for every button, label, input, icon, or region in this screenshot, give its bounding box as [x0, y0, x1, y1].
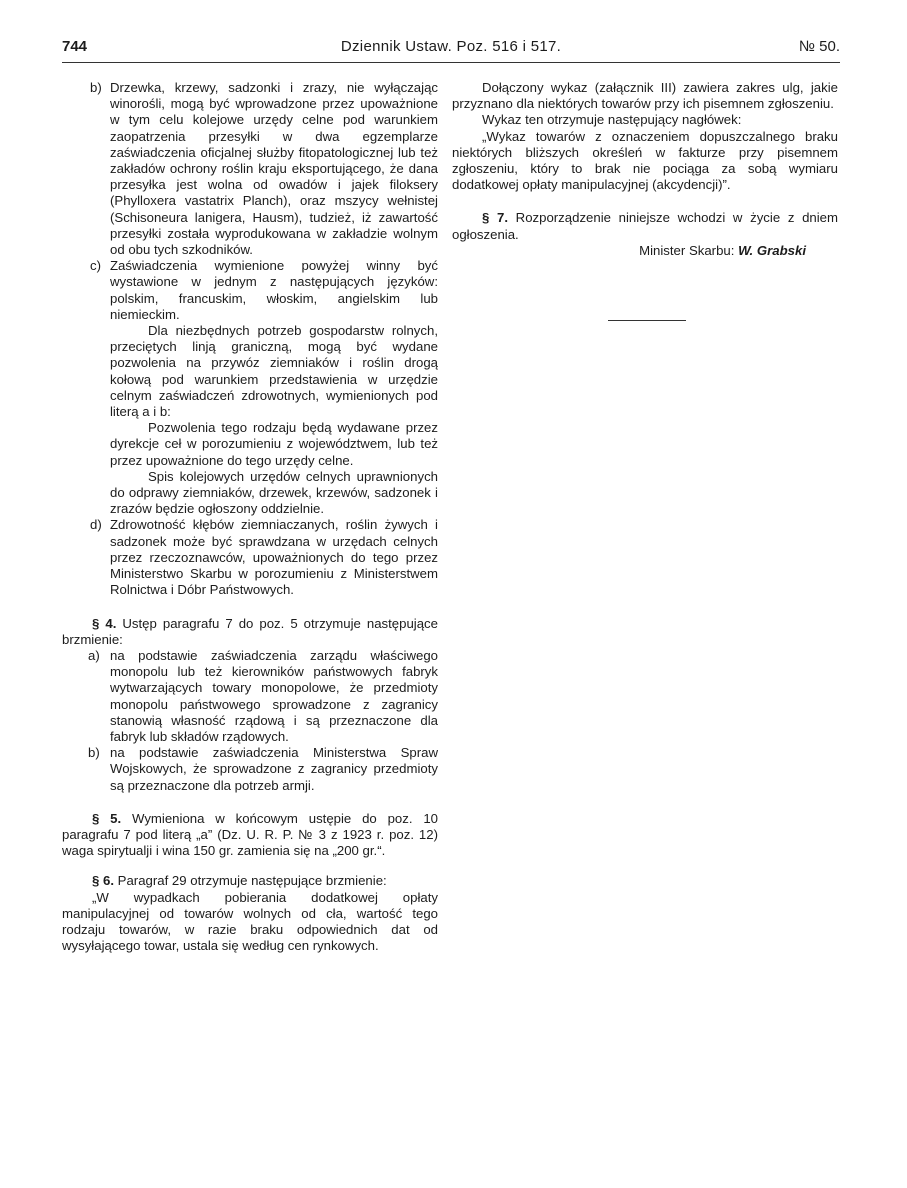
item-d-text: Zdrowotność kłębów ziemniaczanych, roślin żywych i sadzonek może być sprawdzana w urzędach celnych przez rzeczoznawców, upoważnionych do tego przez Ministerstwo Skarbu w porozumieniu z Ministerstwem Rolnictwa i Dóbr Państwowych. [110, 517, 438, 598]
item-c-mark: c) [90, 258, 101, 274]
section-4-item-b-text: na podstawie zaświadczenia Ministerstwa Spraw Wojskowych, że sprowadzone z zagranicy przedmioty są przeznaczone dla potrzeb armji. [110, 745, 438, 793]
section-4-text: Ustęp paragrafu 7 do poz. 5 otrzymuje następujące brzmienie: [62, 615, 438, 647]
item-d-mark: d) [90, 517, 102, 533]
section-4 [62, 616, 438, 648]
item-c-paragraph-1: Dla niezbędnych potrzeb gospodarstw rolnych, przeciętych linją graniczną, mogą być wydane pozwolenia na przywóz ziemniaków i roślin drogą kołową pod warunkiem przedstawienia w urzędzie celnym zaświadczeń zdrowotnych, wymienionych pod literą a i b: [110, 323, 438, 420]
signature-name: W. Grabski [738, 242, 806, 258]
right-paragraph-3: „Wykaz towarów z oznaczeniem dopuszczalnego braku niektórych bliższych określeń w fakturze przy pisemnem zgłoszeniu, który to brak nie pociąga za sobą wymiaru dodatkowej opłaty manipulacyjnej (akcydencji)”. [452, 128, 838, 193]
section-4-item-b [62, 745, 438, 794]
section-5-label: § 5. [92, 810, 122, 826]
signature-role: Minister Skarbu: [639, 242, 735, 258]
item-b [62, 80, 438, 258]
item-c-text: Zaświadczenia wymienione powyżej winny być wystawione w jednym z następujących języków: polskim, francuskim, włoskim, angielskim lub niemieckim. [110, 258, 438, 322]
spacer [452, 193, 838, 210]
right-paragraph-2: Wykaz ten otrzymuje następujący nagłówek: [482, 112, 742, 128]
item-d [62, 517, 438, 598]
item-c-paragraph-2: Pozwolenia tego rodzaju będą wydawane przez dyrekcje ceł w porozumieniu z województwem, lub też przez upoważnione do tego urzędy celne. [110, 420, 438, 468]
page-header [62, 38, 840, 64]
section-5-text: Wymieniona w końcowym ustępie do poz. 10 paragrafu 7 pod literą „a” (Dz. U. R. P. № 3 z 1923 r. poz. 12) waga spirytualji i wina 150 gr. zamienia się na „200 gr.“. [62, 810, 439, 859]
section-6-quote: „W wypadkach pobierania dodatkowej opłaty manipulacyjnej od towarów wolnych od cła, wartość tego rodzaju towarów, w razie braku odpowiednich dat od wysyłającego towar, ustala się według cen rynkowych. [62, 889, 438, 954]
section-7-text: Rozporządzenie niniejsze wchodzi w życie z dniem ogłoszenia. [452, 210, 838, 242]
section-5 [62, 811, 438, 860]
right-column [452, 80, 838, 259]
journal-title: Dziennik Ustaw. Poz. 516 i 517. [340, 38, 562, 55]
section-4-label: § 4. [92, 615, 117, 631]
section-4-item-a-mark: a) [88, 647, 100, 663]
item-b-text: Drzewka, krzewy, sadzonki i zrazy, nie wyłączając winorośli, mogą być wprowadzone przez upoważnione w tym celu kolejowe urzędy celne pod warunkiem zaopatrzenia przesyłki w dwa egzemplarze zaświadczenia oficjalnej służby fitopatologicznej lub też zakładów ochrony roślin kraju eksportującego, że dana przesyłka jest wolna od owadów i jajek filoksery (Phylloxera vastatrix Planch), oraz mszycy wełnistej (Schisoneura lanigera, Hausm), tudzież, iż zawartość przesyłki została wyprodukowana w zakładzie wolnym od obu tych szkodników. [110, 80, 438, 258]
spacer [62, 859, 438, 873]
item-b-mark: b) [90, 80, 102, 95]
section-6-label: § 6. [92, 873, 114, 889]
header-rule [62, 62, 840, 63]
section-4-item-b-mark: b) [88, 745, 100, 761]
left-column [62, 80, 438, 954]
signature [452, 243, 838, 259]
section-7-label: § 7. [482, 210, 508, 226]
section-4-item-a-text: na podstawie zaświadczenia zarządu właściwego monopolu lub też kierowników państwowych fabryk wytwarzających towary monopolowe, że przedmioty monopolu państwowego sprowadzone z zagranicy stanowią własność rządową i są przeznaczone dla fabryk lub składów rządowych. [110, 647, 438, 744]
end-rule [608, 320, 686, 321]
section-6-text: Paragraf 29 otrzymuje następujące brzmienie: [117, 873, 387, 889]
issue-number: № 50. [798, 38, 840, 55]
spacer [62, 794, 438, 811]
right-paragraph-1: Dołączony wykaz (załącznik III) zawiera zakres ulg, jakie przyznano dla niektórych towarów przy ich pisemnem zgłoszeniu. [452, 80, 838, 112]
section-4-item-a [62, 648, 438, 745]
page-number: 744 [62, 38, 88, 55]
section-6 [62, 873, 438, 889]
item-c [62, 258, 438, 323]
section-7 [452, 210, 838, 242]
spacer [62, 599, 438, 616]
item-c-paragraph-3: Spis kolejowych urzędów celnych uprawnionych do odprawy ziemniaków, drzewek, krzewów, sadzonek i zrazów będzie ogłoszony oddzielnie. [110, 468, 438, 517]
